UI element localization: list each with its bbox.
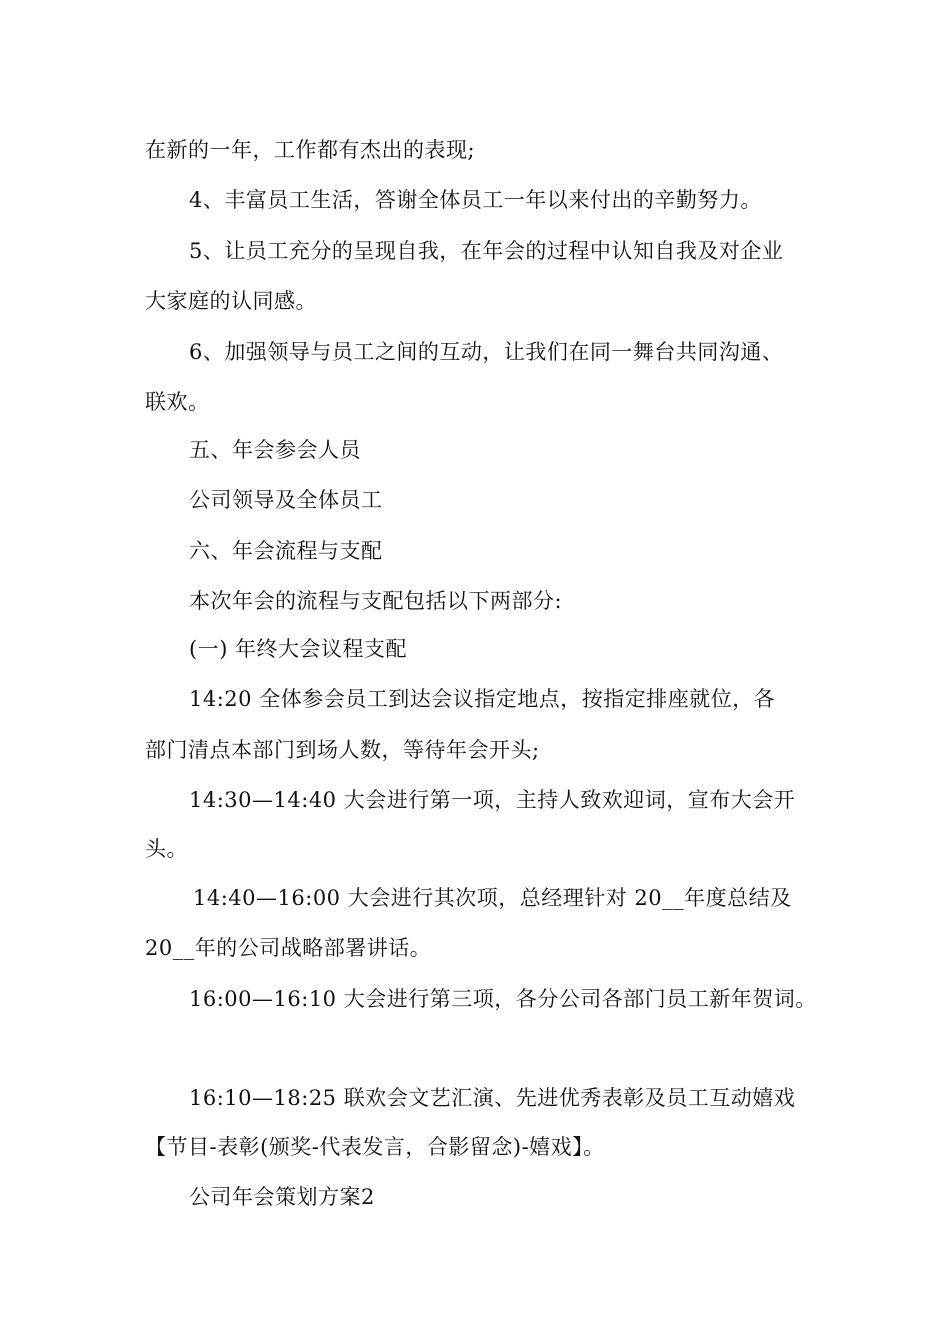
text-line-8: 公司领导及全体员工 [189, 488, 383, 512]
text-line-3: 5、让员工充分的呈现自我，在年会的过程中认知自我及对企业 [189, 239, 784, 263]
subsection-heading: (一) 年终大会议程支配 [189, 637, 408, 661]
text-line-2: 4、丰富员工生活，答谢全体员工一年以来付出的辛勤努力。 [189, 188, 762, 212]
agenda-item-3-cont: 20__年的公司战略部署讲话。 [145, 936, 432, 960]
agenda-item-1-cont: 部门清点本部门到场人数，等待年会开头; [145, 738, 540, 762]
agenda-item-5-cont: 【节目-表彰(颁奖-代表发言，合影留念)-嬉戏】。 [145, 1135, 605, 1159]
agenda-item-1: 14:20 全体参会员工到达会议指定地点，按指定排座就位，各 [189, 687, 776, 711]
text-line-6: 联欢。 [145, 390, 210, 414]
next-section-title: 公司年会策划方案2 [189, 1185, 375, 1209]
text-line-1: 在新的一年，工作都有杰出的表现; [145, 138, 476, 162]
section-heading-attendees: 五、年会参会人员 [189, 438, 361, 462]
text-line-5: 6、加强领导与员工之间的互动，让我们在同一舞台共同沟通、 [189, 340, 784, 364]
text-line-10: 本次年会的流程与支配包括以下两部分: [189, 589, 563, 613]
agenda-item-5: 16:10—18:25 联欢会文艺汇演、先进优秀表彰及员工互动嬉戏 [189, 1086, 796, 1110]
text-line-4: 大家庭的认同感。 [145, 289, 317, 313]
section-heading-agenda: 六、年会流程与支配 [189, 539, 383, 563]
agenda-item-4: 16:00—16:10 大会进行第三项，各分公司各部门员工新年贺词。 [189, 987, 817, 1011]
agenda-item-2-cont: 头。 [145, 837, 188, 861]
agenda-item-2: 14:30—14:40 大会进行第一项，主持人致欢迎词，宣布大会开 [189, 788, 796, 812]
agenda-item-3: 14:40—16:00 大会进行其次项，总经理针对 20__年度总结及 [193, 886, 792, 910]
